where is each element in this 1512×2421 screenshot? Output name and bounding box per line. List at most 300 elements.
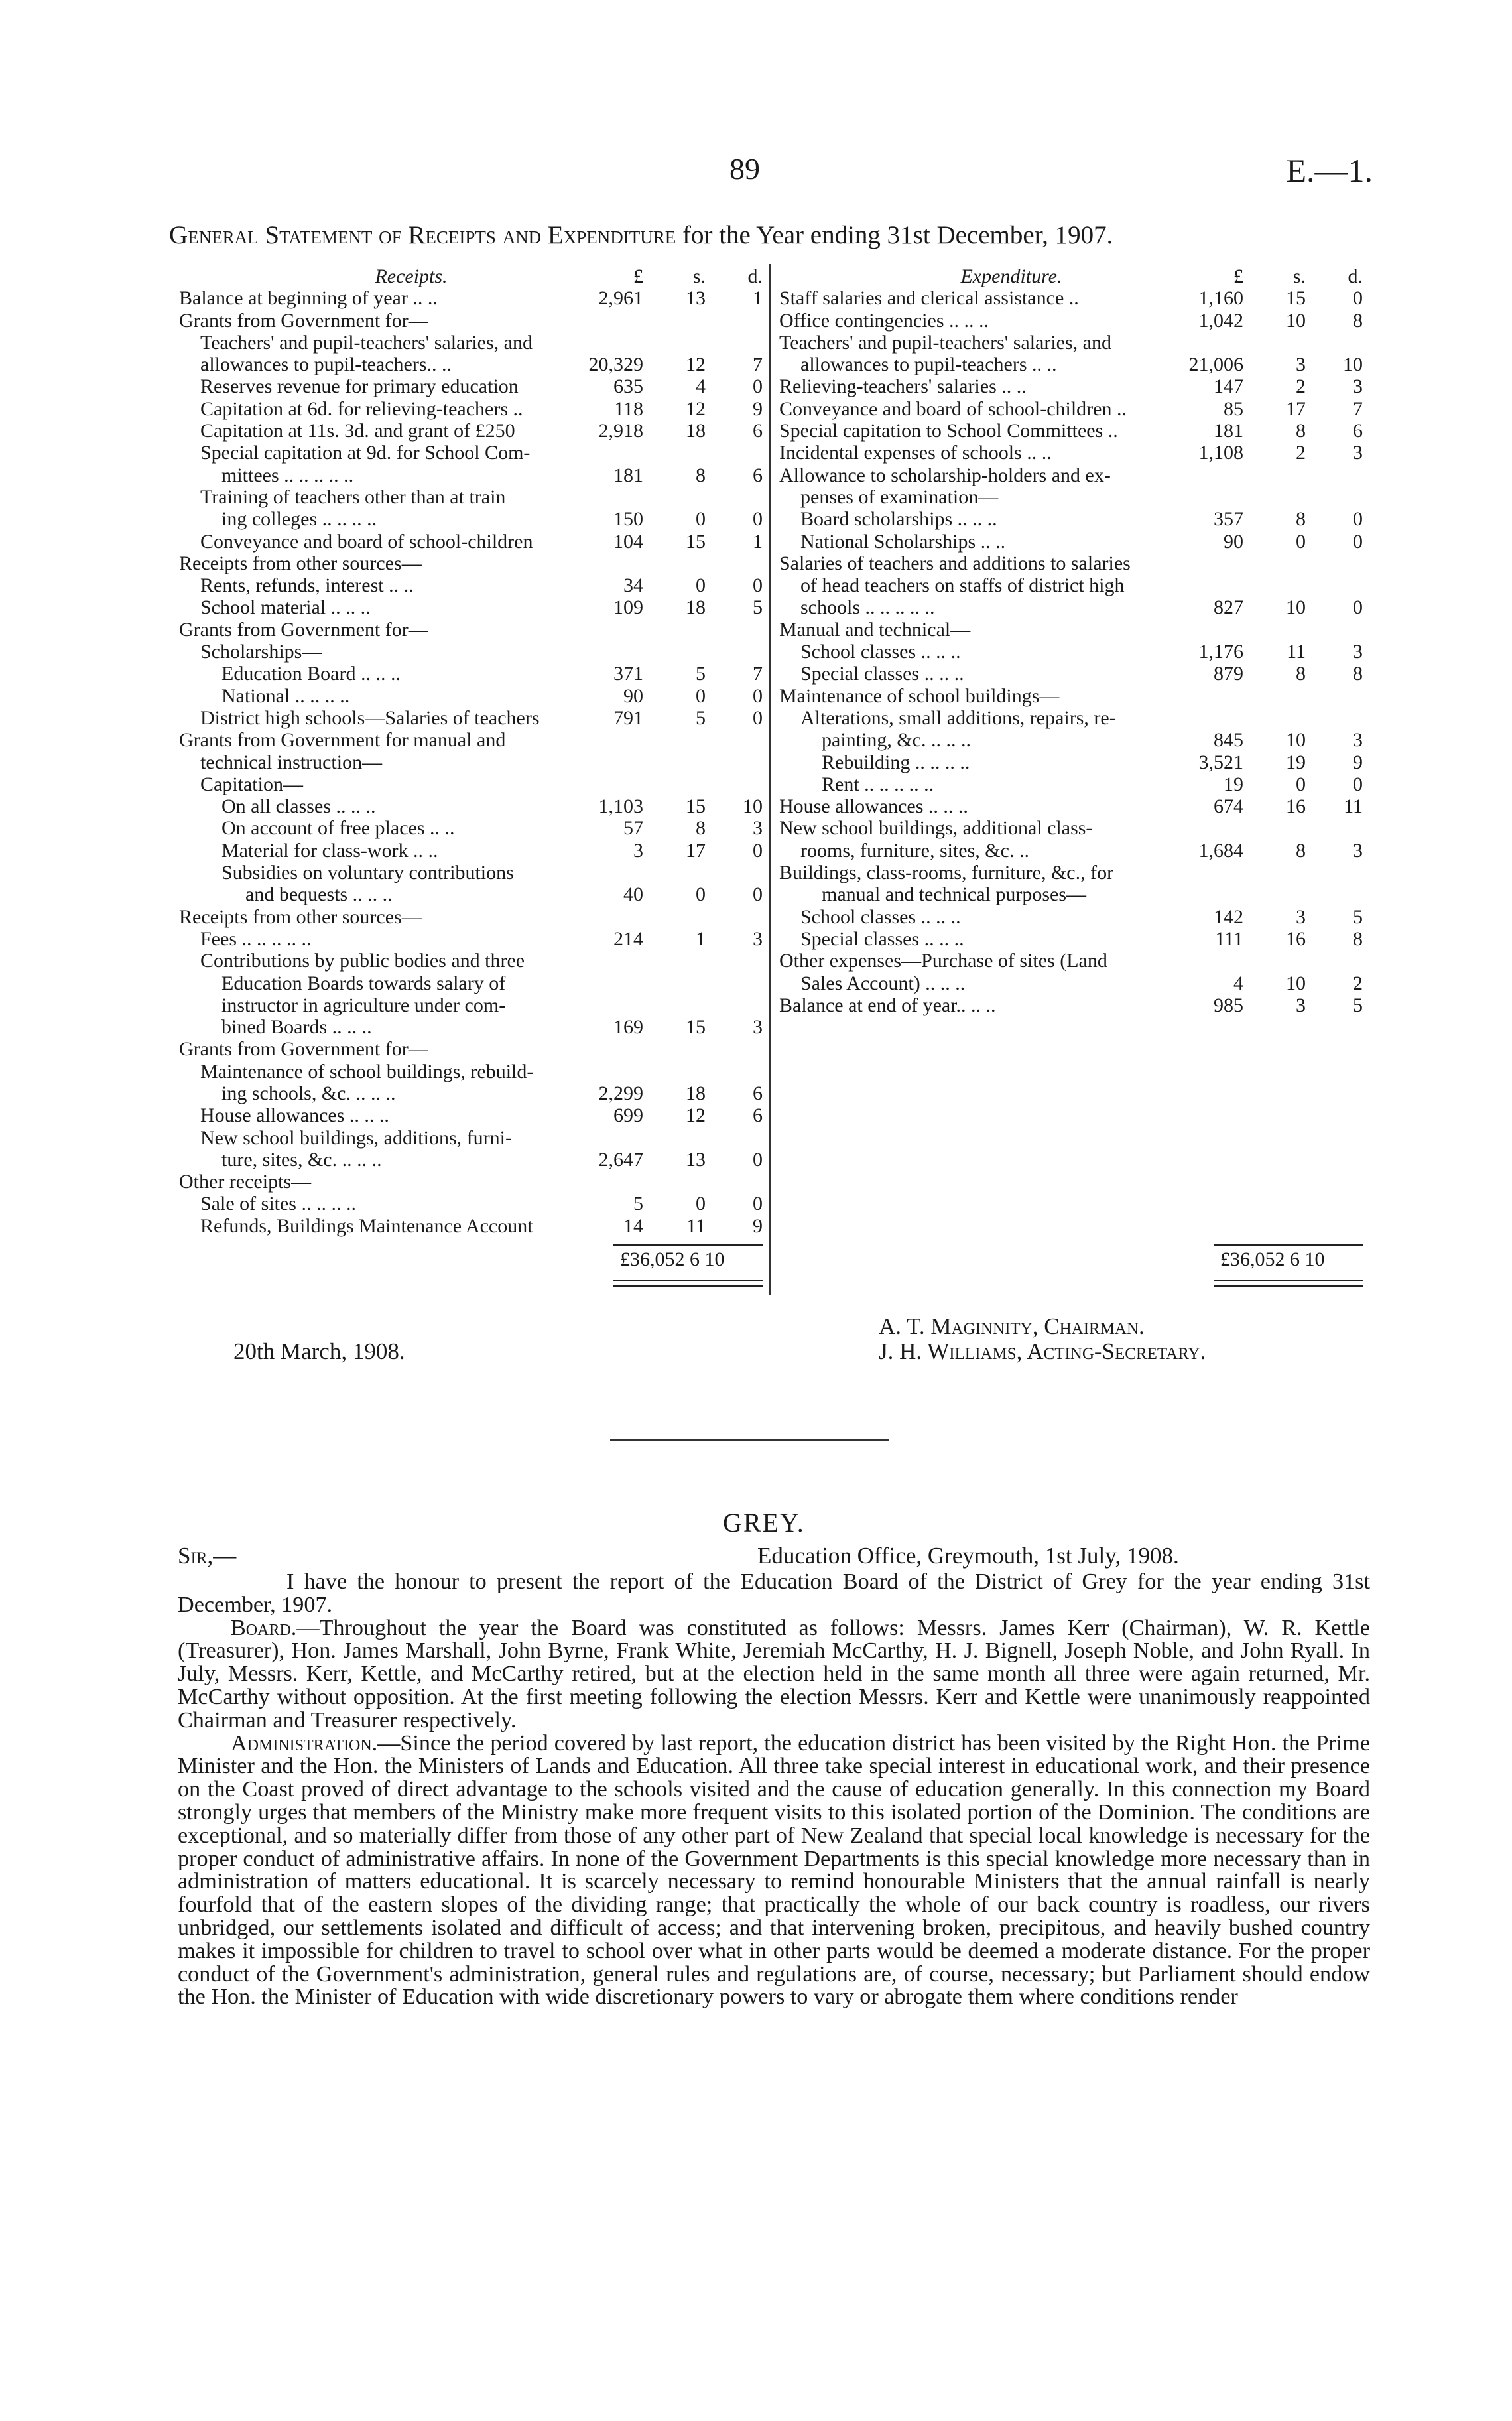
receipt-row-shillings: 12 bbox=[686, 397, 706, 420]
receipt-row-label: Reserves revenue for primary education bbox=[200, 375, 519, 398]
expenditure-row-label: School classes .. .. .. bbox=[800, 905, 961, 928]
receipts-total-rule-top bbox=[613, 1244, 763, 1246]
expenditure-row-pence: 0 bbox=[1353, 287, 1363, 310]
receipt-row bbox=[179, 1193, 763, 1214]
receipt-row-shillings: 0 bbox=[696, 1193, 706, 1215]
receipts-column bbox=[179, 265, 763, 1237]
receipt-row-label: Rents, refunds, interest .. .. bbox=[200, 574, 414, 597]
receipt-row-shillings: 12 bbox=[686, 354, 706, 376]
expenditure-row-pounds: 1,684 bbox=[1198, 839, 1243, 862]
receipt-row-shillings: 15 bbox=[686, 795, 706, 818]
expenditure-row bbox=[779, 574, 1363, 596]
receipt-row-pence: 0 bbox=[753, 839, 763, 862]
receipt-row bbox=[179, 862, 763, 883]
expenditure-row-label: Allowance to scholarship-holders and ex- bbox=[779, 464, 1111, 486]
receipt-row bbox=[179, 773, 763, 795]
receipt-row bbox=[179, 752, 763, 773]
receipt-row-label: Sale of sites .. .. .. .. bbox=[200, 1193, 356, 1215]
expenditure-column bbox=[779, 265, 1363, 1016]
expenditure-row-label: Alterations, small additions, repairs, re- bbox=[800, 706, 1116, 729]
receipt-row bbox=[179, 1149, 763, 1171]
receipt-row-label: Special capitation at 9d. for School Com- bbox=[200, 442, 531, 464]
expenditure-row-label: allowances to pupil-teachers .. .. bbox=[800, 354, 1057, 376]
receipt-row-pence: 9 bbox=[753, 1214, 763, 1237]
expenditure-row bbox=[779, 553, 1363, 574]
receipt-row bbox=[179, 596, 763, 618]
expenditure-row-label: National Scholarships .. .. bbox=[800, 530, 1006, 553]
expenditure-row bbox=[779, 994, 1363, 1016]
expenditure-row bbox=[779, 817, 1363, 839]
receipt-row-pounds: 118 bbox=[614, 397, 643, 420]
receipt-row-pounds: 181 bbox=[613, 464, 643, 486]
receipt-row-pence: 6 bbox=[753, 464, 763, 486]
expenditure-row bbox=[779, 508, 1363, 530]
expenditure-row-label: Rebuilding .. .. .. .. bbox=[822, 751, 970, 773]
receipt-row-shillings: 4 bbox=[696, 375, 706, 398]
receipt-row bbox=[179, 420, 763, 442]
receipt-row-label: technical instruction— bbox=[200, 751, 383, 773]
receipt-row-label: Training of teachers other than at train bbox=[200, 486, 506, 508]
receipt-row bbox=[179, 1061, 763, 1082]
receipts-header bbox=[179, 265, 763, 287]
receipt-row-pounds: 635 bbox=[613, 375, 643, 398]
expenditure-row-pence: 10 bbox=[1343, 354, 1363, 376]
receipts-rows bbox=[179, 287, 763, 1237]
expenditure-row bbox=[779, 883, 1363, 905]
receipt-row-pounds: 40 bbox=[623, 883, 643, 906]
receipt-row-shillings: 18 bbox=[686, 596, 706, 619]
receipt-row-shillings: 13 bbox=[686, 287, 706, 310]
receipt-row-shillings: 5 bbox=[696, 663, 706, 685]
receipt-row bbox=[179, 310, 763, 332]
receipt-row-pounds: 109 bbox=[613, 596, 643, 619]
expenditure-row-label: Special capitation to School Committees .. bbox=[779, 420, 1118, 442]
receipt-row-pounds: 2,961 bbox=[598, 287, 643, 310]
receipt-row-pence: 0 bbox=[753, 574, 763, 597]
receipt-row-shillings: 17 bbox=[686, 839, 706, 862]
expenditure-row-label: Rent .. .. .. .. .. bbox=[822, 773, 934, 795]
expenditure-row-label: schools .. .. .. .. .. bbox=[800, 596, 935, 619]
expenditure-row bbox=[779, 442, 1363, 464]
receipt-row-pounds: 57 bbox=[623, 817, 643, 840]
receipt-row-label: Grants from Government for— bbox=[179, 309, 428, 332]
receipt-row bbox=[179, 906, 763, 928]
receipt-row-pounds: 104 bbox=[613, 530, 643, 553]
receipt-row-pounds: 699 bbox=[613, 1104, 643, 1127]
receipt-row-label: Refunds, Buildings Maintenance Account bbox=[200, 1214, 533, 1237]
document-code: E.—1. bbox=[1286, 152, 1373, 189]
shillings-header: s. bbox=[1292, 265, 1306, 287]
expenditure-row-label: rooms, furniture, sites, &c. .. bbox=[800, 839, 1029, 862]
receipts-total-rule-bottom bbox=[613, 1280, 763, 1281]
receipt-row-label: Fees .. .. .. .. .. bbox=[200, 927, 312, 950]
pounds-header: £ bbox=[1233, 265, 1243, 287]
expenditure-row-pounds: 85 bbox=[1224, 397, 1243, 420]
expenditure-row-label: penses of examination— bbox=[800, 486, 999, 508]
section-divider bbox=[610, 1439, 889, 1441]
receipt-row-label: National .. .. .. .. bbox=[221, 685, 350, 707]
receipt-row bbox=[179, 442, 763, 464]
expenditure-total-rule-top bbox=[1214, 1244, 1363, 1246]
receipt-row-label: Material for class-work .. .. bbox=[221, 839, 438, 862]
receipt-row-shillings: 8 bbox=[696, 817, 706, 840]
expenditure-row-shillings: 16 bbox=[1286, 927, 1306, 950]
receipt-row-label: allowances to pupil-teachers.. .. bbox=[200, 354, 452, 376]
expenditure-row-shillings: 16 bbox=[1286, 795, 1306, 818]
pounds-header: £ bbox=[633, 265, 643, 287]
expenditure-row-label: House allowances .. .. .. bbox=[779, 795, 968, 818]
expenditure-row-shillings: 8 bbox=[1296, 839, 1306, 862]
expenditure-row bbox=[779, 641, 1363, 663]
receipt-row-label: Conveyance and board of school-children bbox=[200, 530, 533, 553]
pence-header: d. bbox=[1348, 265, 1363, 287]
expenditure-row-shillings: 8 bbox=[1296, 508, 1306, 531]
receipt-row-label: Education Board .. .. .. bbox=[221, 663, 401, 685]
expenditure-row-pounds: 1,176 bbox=[1198, 641, 1243, 663]
expenditure-row-label: Other expenses—Purchase of sites (Land bbox=[779, 950, 1107, 972]
receipt-row bbox=[179, 287, 763, 309]
receipt-row-pence: 1 bbox=[753, 287, 763, 310]
receipt-row-pence: 1 bbox=[753, 530, 763, 553]
expenditure-row bbox=[779, 332, 1363, 354]
receipt-row-pounds: 1,103 bbox=[598, 795, 643, 818]
receipt-row-label: Grants from Government for— bbox=[179, 618, 428, 641]
receipt-row-shillings: 0 bbox=[696, 685, 706, 707]
receipt-row-pence: 6 bbox=[753, 420, 763, 442]
statement-title-suffix: for the Year ending 31st December, 1907. bbox=[676, 221, 1113, 249]
expenditure-row-shillings: 17 bbox=[1286, 397, 1306, 420]
column-divider bbox=[769, 264, 771, 1295]
receipt-row-shillings: 8 bbox=[696, 464, 706, 486]
expenditure-row-pence: 3 bbox=[1353, 442, 1363, 464]
receipt-row bbox=[179, 994, 763, 1016]
receipt-row-shillings: 18 bbox=[686, 1082, 706, 1104]
expenditure-row bbox=[779, 398, 1363, 420]
receipt-row bbox=[179, 375, 763, 397]
expenditure-row-label: Special classes .. .. .. bbox=[800, 663, 964, 685]
receipt-row-shillings: 15 bbox=[686, 1016, 706, 1039]
expenditure-row-label: Staff salaries and clerical assistance .. bbox=[779, 287, 1079, 310]
receipt-row-pounds: 2,918 bbox=[598, 420, 643, 442]
expenditure-row-pounds: 4 bbox=[1233, 972, 1243, 994]
receipt-row bbox=[179, 950, 763, 972]
receipt-row-pence: 0 bbox=[753, 1193, 763, 1215]
expenditure-row-label: New school buildings, additional class- bbox=[779, 817, 1093, 840]
receipt-row-label: Other receipts— bbox=[179, 1171, 312, 1193]
expenditure-row bbox=[779, 596, 1363, 618]
expenditure-row bbox=[779, 663, 1363, 685]
expenditure-row-pence: 8 bbox=[1353, 663, 1363, 685]
expenditure-row-pence: 3 bbox=[1353, 839, 1363, 862]
receipt-row-label: ture, sites, &c. .. .. .. bbox=[221, 1148, 382, 1171]
expenditure-row-pounds: 90 bbox=[1224, 530, 1243, 553]
receipt-row bbox=[179, 1082, 763, 1104]
receipt-row bbox=[179, 928, 763, 950]
statement-date: 20th March, 1908. bbox=[233, 1339, 405, 1364]
receipt-row-shillings: 1 bbox=[696, 927, 706, 950]
receipt-row-label: On all classes .. .. .. bbox=[221, 795, 376, 818]
receipt-row bbox=[179, 531, 763, 553]
receipt-row bbox=[179, 1016, 763, 1038]
expenditure-total-rule-double bbox=[1214, 1285, 1363, 1287]
expenditure-row-shillings: 3 bbox=[1296, 354, 1306, 376]
receipt-row bbox=[179, 619, 763, 641]
receipt-row bbox=[179, 707, 763, 729]
receipt-row bbox=[179, 574, 763, 596]
receipt-row bbox=[179, 641, 763, 663]
expenditure-row-label: Buildings, class-rooms, furniture, &c., for bbox=[779, 862, 1114, 884]
receipt-row-label: instructor in agriculture under com- bbox=[221, 994, 506, 1016]
receipt-row bbox=[179, 332, 763, 354]
expenditure-row-label: Salaries of teachers and additions to salaries bbox=[779, 552, 1131, 574]
receipt-row-pence: 3 bbox=[753, 927, 763, 950]
receipt-row-label: Balance at beginning of year .. .. bbox=[179, 287, 438, 310]
receipt-row bbox=[179, 354, 763, 375]
expenditure-row bbox=[779, 862, 1363, 883]
receipt-row-pence: 3 bbox=[753, 817, 763, 840]
expenditure-row-label: Sales Account) .. .. .. bbox=[800, 972, 966, 994]
expenditure-row-pounds: 142 bbox=[1214, 905, 1243, 928]
receipt-row-pence: 6 bbox=[753, 1104, 763, 1127]
report-dateline: Education Office, Greymouth, 1st July, 1908. bbox=[757, 1543, 1179, 1569]
expenditure-row-pounds: 3,521 bbox=[1198, 751, 1243, 773]
receipt-row-pounds: 371 bbox=[613, 663, 643, 685]
receipt-row-pounds: 14 bbox=[623, 1214, 643, 1237]
receipt-row bbox=[179, 1038, 763, 1060]
expenditure-row bbox=[779, 685, 1363, 707]
receipt-row bbox=[179, 795, 763, 817]
expenditure-row bbox=[779, 950, 1363, 972]
expenditure-header bbox=[779, 265, 1363, 287]
expenditure-row-pounds: 985 bbox=[1214, 994, 1243, 1016]
expenditure-row-shillings: 0 bbox=[1296, 530, 1306, 553]
expenditure-row-pounds: 827 bbox=[1214, 596, 1243, 619]
expenditure-row bbox=[779, 531, 1363, 553]
receipt-row-label: School material .. .. .. bbox=[200, 596, 371, 619]
receipt-row-pounds: 3 bbox=[633, 839, 643, 862]
expenditure-row-pounds: 674 bbox=[1214, 795, 1243, 818]
expenditure-row-pence: 5 bbox=[1353, 994, 1363, 1016]
expenditure-row-label: Teachers' and pupil-teachers' salaries, and bbox=[779, 331, 1111, 354]
receipts-heading: Receipts. bbox=[375, 265, 448, 287]
expenditure-row-label: Manual and technical— bbox=[779, 618, 971, 641]
expenditure-row-label: Maintenance of school buildings— bbox=[779, 685, 1060, 707]
board-heading: Board. bbox=[231, 1615, 297, 1640]
expenditure-row bbox=[779, 752, 1363, 773]
expenditure-row-shillings: 10 bbox=[1286, 729, 1306, 752]
receipt-row bbox=[179, 398, 763, 420]
receipt-row bbox=[179, 464, 763, 486]
receipt-row bbox=[179, 883, 763, 905]
expenditure-row-pence: 0 bbox=[1353, 530, 1363, 553]
expenditure-row bbox=[779, 287, 1363, 309]
receipt-row-pence: 10 bbox=[743, 795, 763, 818]
receipt-row bbox=[179, 840, 763, 862]
receipt-row-pounds: 90 bbox=[623, 685, 643, 707]
salutation: Sir,— bbox=[178, 1543, 237, 1569]
expenditure-row bbox=[779, 928, 1363, 950]
expenditure-row-shillings: 3 bbox=[1296, 905, 1306, 928]
receipt-row bbox=[179, 486, 763, 508]
shillings-header: s. bbox=[692, 265, 706, 287]
receipt-row-shillings: 11 bbox=[686, 1214, 706, 1237]
expenditure-row bbox=[779, 375, 1363, 397]
receipt-row-shillings: 15 bbox=[686, 530, 706, 553]
expenditure-row-pence: 5 bbox=[1353, 905, 1363, 928]
receipt-row-pence: 7 bbox=[753, 663, 763, 685]
receipt-row-pence: 5 bbox=[753, 596, 763, 619]
statement-title bbox=[169, 220, 1363, 250]
receipt-row-pounds: 5 bbox=[633, 1193, 643, 1215]
receipt-row-label: Education Boards towards salary of bbox=[221, 972, 506, 994]
expenditure-row bbox=[779, 840, 1363, 862]
report-body bbox=[178, 1571, 1370, 2009]
expenditure-row-pence: 8 bbox=[1353, 309, 1363, 332]
expenditure-row bbox=[779, 354, 1363, 375]
administration-text: —Since the period covered by last report, the education district has been visited by the Right Hon. the Prime Minister and the Hon. the Ministers of Lands and Education. All three take special interest in educational work, and their presence on the Coast proved of direct advantage to the schools visited and the cause of education generally. In this connection my Board strongly urges that members of the Ministry make more frequent visits to this isolated portion of the Dominion. The conditions are exceptional, and so materially differ from those of any other part of New Zealand that special local knowledge is necessary for the proper conduct of administrative affairs. In none of the Government Departments is this special knowledge more necessary than in administration of matters educational. It is scarcely necessary to remind honourable Ministers that the annual rainfall is nearly fourfold that of the eastern slopes of the dividing range; that practically the whole of our back country is roadless, our rivers unbridged, our settlements isolated and difficult of access; and that intervening broken, precipitous, and heavily bushed country makes it impossible for children to travel to school over what in other parts would be deemed a moderate distance. For the proper conduct of the Government's administration, general rules and regulations are, of course, necessary; but Parliament should endow the Hon. the Minister of Education with wide discretionary powers to vary or abrogate them where conditions render bbox=[178, 1731, 1370, 2010]
expenditure-row-label: School classes .. .. .. bbox=[800, 641, 961, 663]
receipt-row-pounds: 169 bbox=[613, 1016, 643, 1039]
expenditure-total-rule-bottom bbox=[1214, 1280, 1363, 1281]
expenditure-row bbox=[779, 972, 1363, 994]
receipt-row-pence: 0 bbox=[753, 706, 763, 729]
expenditure-row-label: Special classes .. .. .. bbox=[800, 927, 964, 950]
receipt-row-shillings: 18 bbox=[686, 420, 706, 442]
expenditure-row-label: manual and technical purposes— bbox=[822, 883, 1087, 906]
expenditure-row bbox=[779, 795, 1363, 817]
expenditure-row bbox=[779, 773, 1363, 795]
receipt-row-pounds: 791 bbox=[613, 706, 643, 729]
receipt-row-label: Teachers' and pupil-teachers' salaries, and bbox=[200, 331, 533, 354]
receipt-row-label: Capitation at 11s. 3d. and grant of £250 bbox=[200, 420, 515, 442]
expenditure-row-pence: 0 bbox=[1353, 773, 1363, 795]
receipt-row-pounds: 2,299 bbox=[598, 1082, 643, 1104]
receipt-row-pence: 3 bbox=[753, 1016, 763, 1039]
expenditure-row-shillings: 2 bbox=[1296, 442, 1306, 464]
expenditure-row-pence: 6 bbox=[1353, 420, 1363, 442]
intro-paragraph: I have the honour to present the report of the Education Board of the District of Grey for the year ending 31st December, 1907. bbox=[178, 1569, 1370, 1617]
receipt-row bbox=[179, 1215, 763, 1237]
receipt-row-label: Grants from Government for manual and bbox=[179, 729, 506, 752]
expenditure-row-pounds: 879 bbox=[1214, 663, 1243, 685]
receipt-row-label: Maintenance of school buildings, rebuild- bbox=[200, 1060, 534, 1082]
expenditure-row-shillings: 8 bbox=[1296, 420, 1306, 442]
secretary-signature: J. H. Williams, Acting-Secretary. bbox=[879, 1339, 1206, 1364]
expenditure-row-shillings: 19 bbox=[1286, 751, 1306, 773]
expenditure-row-label: Incidental expenses of schools .. .. bbox=[779, 442, 1052, 464]
receipt-row-label: District high schools—Salaries of teachers bbox=[200, 706, 540, 729]
receipt-row-label: Receipts from other sources— bbox=[179, 905, 422, 928]
receipt-row bbox=[179, 972, 763, 994]
receipt-row-pence: 6 bbox=[753, 1082, 763, 1104]
expenditure-row-pence: 11 bbox=[1344, 795, 1363, 818]
board-text: —Throughout the year the Board was constituted as follows: Messrs. James Kerr (Chairman), W. R. Kettle (Treasurer), Hon. James Marshall, John Byrne, Frank White, Jeremiah McCarthy, H. J. Bignell, Joseph Noble, and John Ryall. In July, Messrs. Kerr, Kettle, and McCarthy retired, but at the election held in the same month all three were again returned, Mr. McCarthy without opposition. At the first meeting following the election Messrs. Kerr and Kettle were unanimously reappointed Chairman and Treasurer respectively. bbox=[178, 1615, 1370, 1733]
receipt-row-pounds: 20,329 bbox=[588, 354, 643, 376]
receipt-row-shillings: 13 bbox=[686, 1148, 706, 1171]
report-heading: GREY. bbox=[723, 1508, 805, 1538]
expenditure-row bbox=[779, 310, 1363, 332]
expenditure-row-pounds: 19 bbox=[1224, 773, 1243, 795]
expenditure-row-shillings: 10 bbox=[1286, 972, 1306, 994]
receipt-row-label: Capitation— bbox=[200, 773, 303, 795]
receipt-row-pounds: 34 bbox=[623, 574, 643, 597]
receipt-row bbox=[179, 508, 763, 530]
expenditure-row-pence: 3 bbox=[1353, 729, 1363, 752]
receipt-row-shillings: 12 bbox=[686, 1104, 706, 1127]
receipt-row bbox=[179, 729, 763, 751]
receipts-total-rule-double bbox=[613, 1285, 763, 1287]
expenditure-row-label: Conveyance and board of school-children .. bbox=[779, 397, 1127, 420]
expenditure-row-pounds: 111 bbox=[1215, 927, 1243, 950]
receipt-row-pounds: 150 bbox=[613, 508, 643, 531]
receipt-row bbox=[179, 1104, 763, 1126]
page-number: 89 bbox=[729, 152, 760, 186]
expenditure-row bbox=[779, 707, 1363, 729]
receipt-row-pence: 9 bbox=[753, 397, 763, 420]
receipt-row-label: House allowances .. .. .. bbox=[200, 1104, 389, 1127]
expenditure-row-pence: 0 bbox=[1353, 596, 1363, 619]
expenditure-row-pence: 8 bbox=[1353, 927, 1363, 950]
receipt-row bbox=[179, 685, 763, 707]
expenditure-row-label: Office contingencies .. .. .. bbox=[779, 309, 989, 332]
receipt-row-label: mittees .. .. .. .. .. bbox=[221, 464, 354, 486]
expenditure-row bbox=[779, 729, 1363, 751]
expenditure-row-pounds: 147 bbox=[1214, 375, 1243, 398]
expenditure-row-pence: 7 bbox=[1353, 397, 1363, 420]
expenditure-row bbox=[779, 464, 1363, 486]
expenditure-row-pounds: 357 bbox=[1214, 508, 1243, 531]
expenditure-heading: Expenditure. bbox=[960, 265, 1062, 287]
receipt-row-label: and bequests .. .. .. bbox=[245, 883, 393, 906]
receipt-row-pence: 0 bbox=[753, 1148, 763, 1171]
receipt-row-pounds: 2,647 bbox=[598, 1148, 643, 1171]
expenditure-row-pounds: 21,006 bbox=[1188, 354, 1243, 376]
receipt-row bbox=[179, 1127, 763, 1149]
administration-paragraph bbox=[178, 1733, 1370, 2010]
board-paragraph bbox=[178, 1617, 1370, 1733]
pence-header: d. bbox=[747, 265, 763, 287]
receipt-row-pounds: 214 bbox=[613, 927, 643, 950]
expenditure-rows bbox=[779, 287, 1363, 1016]
expenditure-row-shillings: 15 bbox=[1286, 287, 1306, 310]
expenditure-row-shillings: 0 bbox=[1296, 773, 1306, 795]
receipt-row-pence: 0 bbox=[753, 375, 763, 398]
receipt-row-label: bined Boards .. .. .. bbox=[221, 1016, 372, 1039]
expenditure-row bbox=[779, 420, 1363, 442]
receipt-row-label: Capitation at 6d. for relieving-teachers .. bbox=[200, 397, 523, 420]
expenditure-row-label: of head teachers on staffs of district high bbox=[800, 574, 1125, 597]
expenditure-row bbox=[779, 619, 1363, 641]
expenditure-row-pence: 2 bbox=[1353, 972, 1363, 994]
expenditure-row-label: Board scholarships .. .. .. bbox=[800, 508, 997, 531]
expenditure-row-shillings: 3 bbox=[1296, 994, 1306, 1016]
expenditure-row-pence: 0 bbox=[1353, 508, 1363, 531]
expenditure-row-shillings: 10 bbox=[1286, 596, 1306, 619]
expenditure-row-shillings: 11 bbox=[1287, 641, 1306, 663]
expenditure-row-pounds: 1,160 bbox=[1198, 287, 1243, 310]
expenditure-row-pence: 3 bbox=[1353, 375, 1363, 398]
receipt-row bbox=[179, 817, 763, 839]
receipt-row-label: Contributions by public bodies and three bbox=[200, 950, 525, 972]
expenditure-row bbox=[779, 486, 1363, 508]
receipt-row-pence: 7 bbox=[753, 354, 763, 376]
receipt-row-label: Scholarships— bbox=[200, 641, 322, 663]
receipt-row-label: Subsidies on voluntary contributions bbox=[221, 862, 514, 884]
expenditure-row-label: painting, &c. .. .. .. bbox=[822, 729, 971, 752]
receipt-row-label: ing schools, &c. .. .. .. bbox=[221, 1082, 396, 1104]
receipt-row-shillings: 0 bbox=[696, 508, 706, 531]
receipt-row-label: Grants from Government for— bbox=[179, 1038, 428, 1061]
